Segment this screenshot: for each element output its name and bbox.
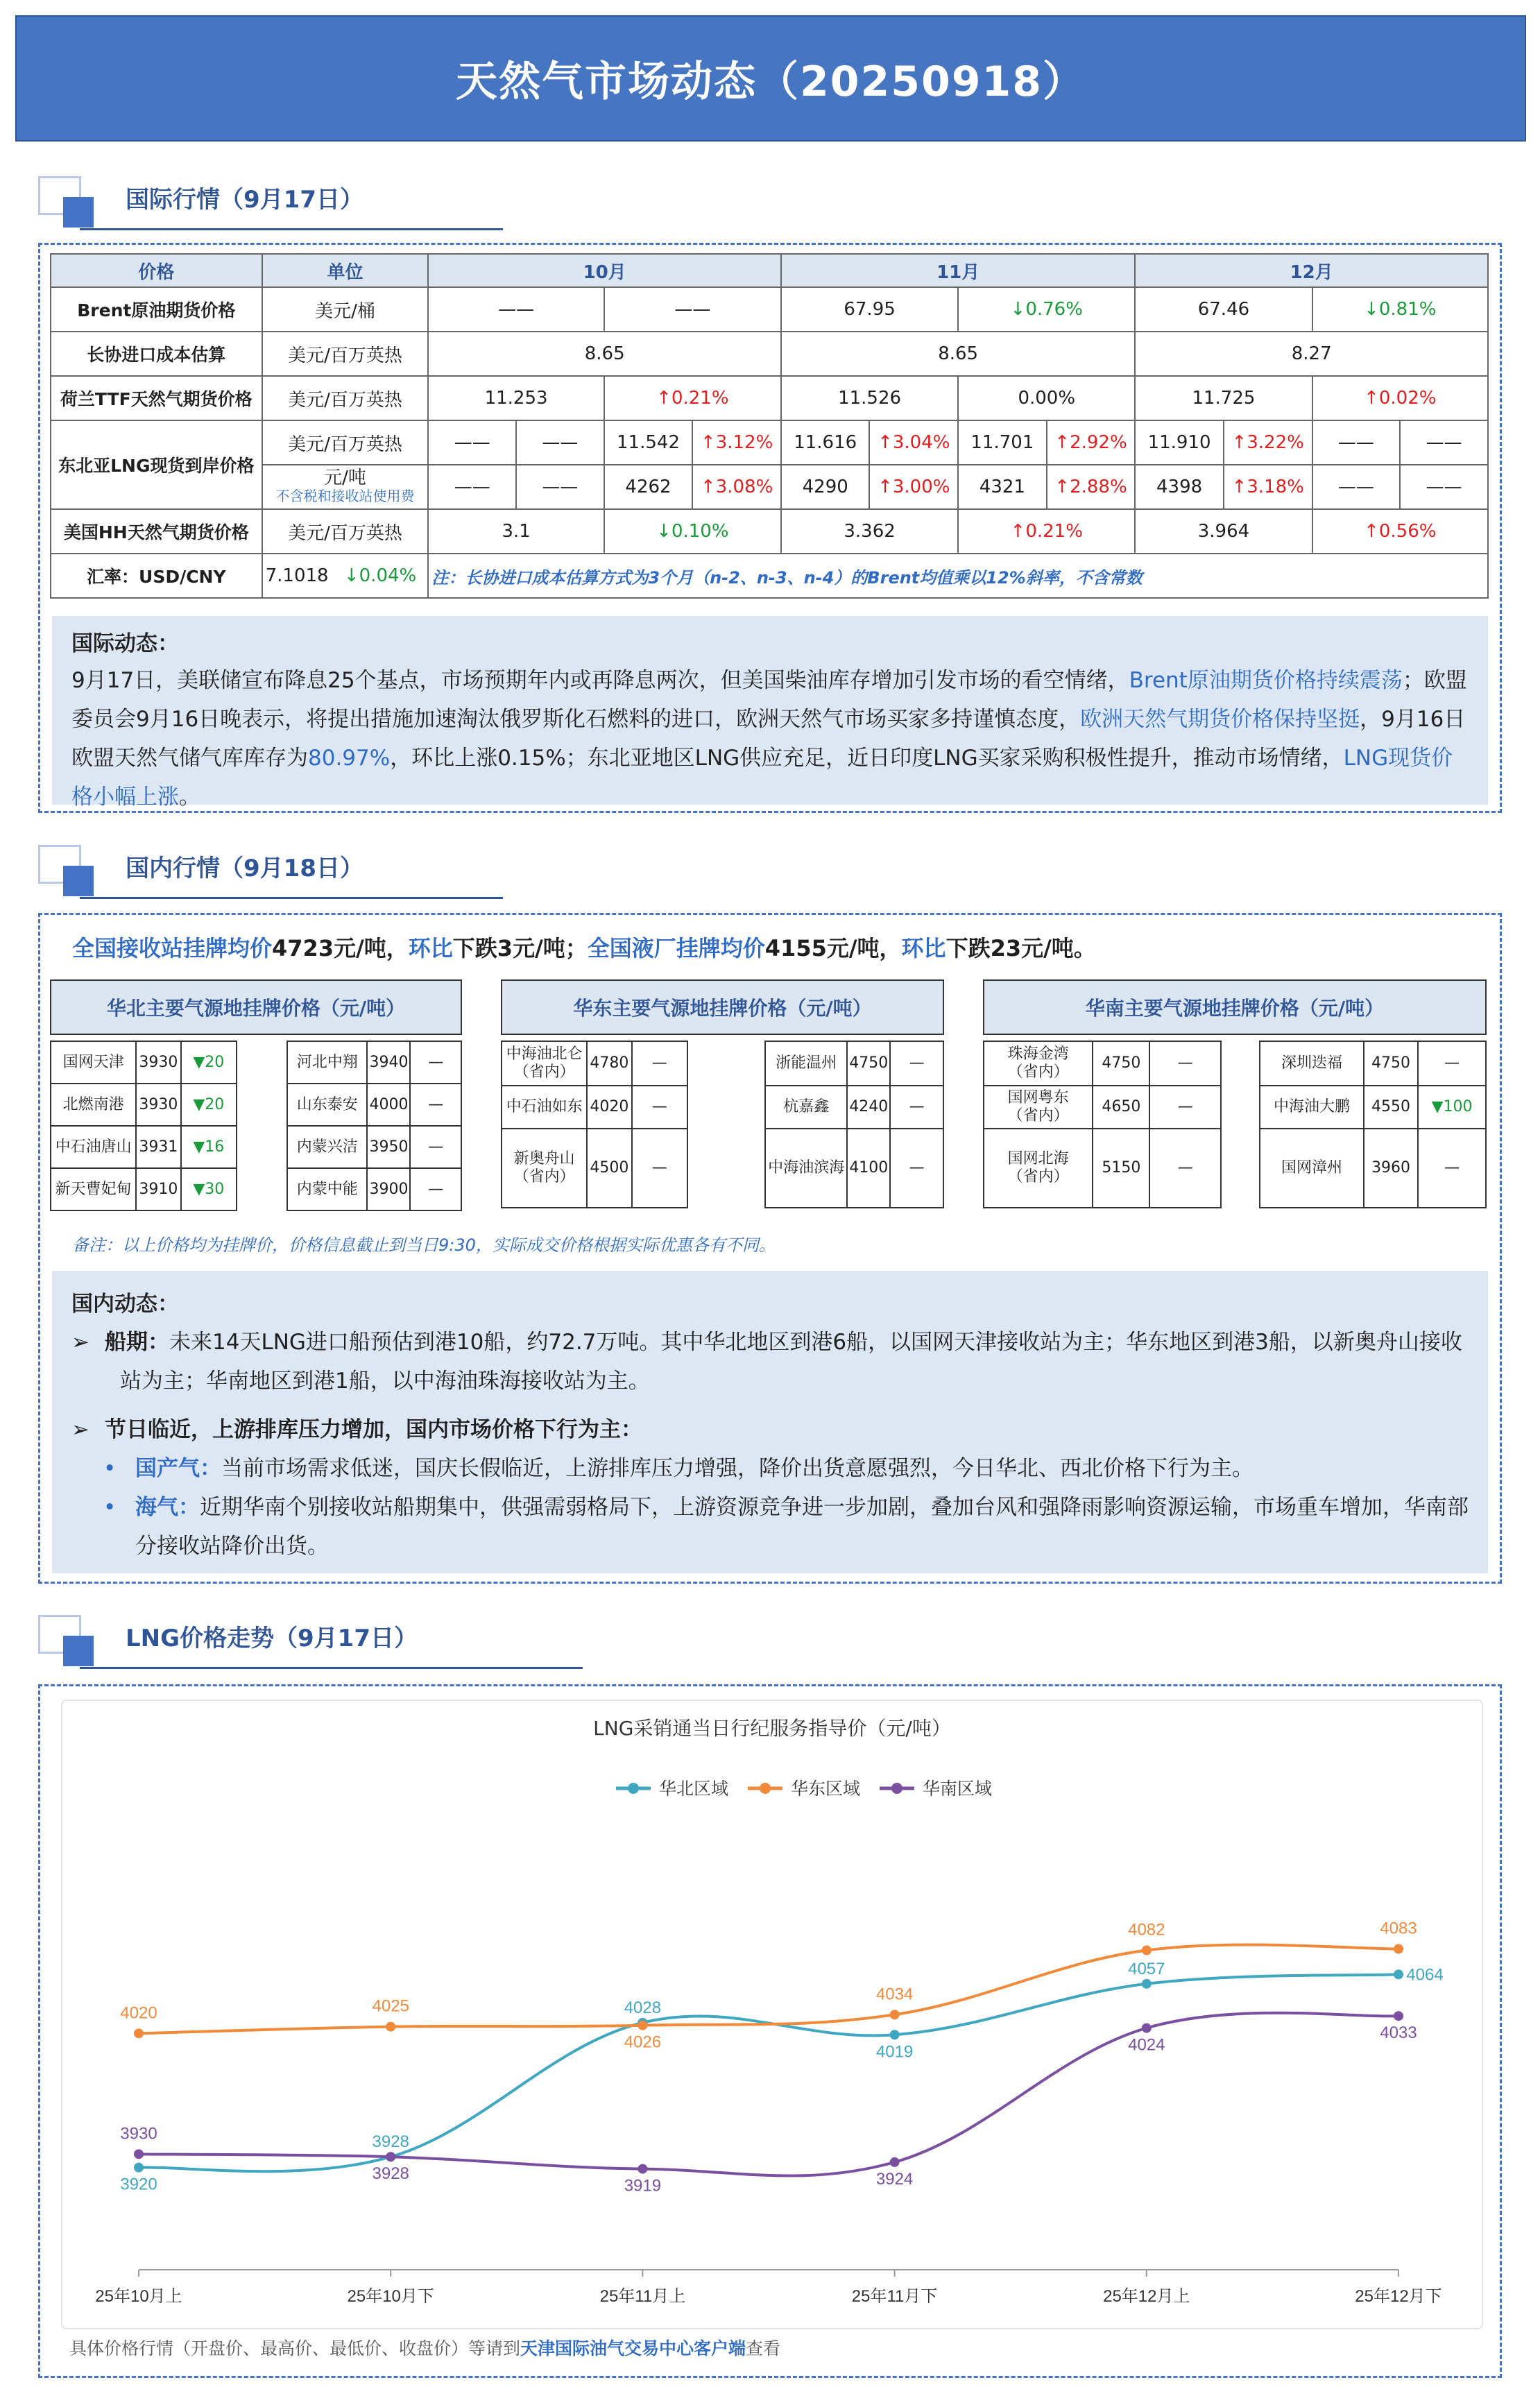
- value-cell: ——: [428, 465, 516, 509]
- summary-text: 环比: [901, 935, 946, 961]
- change-cell: ↑3.04%: [869, 420, 958, 465]
- bullet-label: 船期：: [105, 1330, 169, 1355]
- south-table-left: [983, 1041, 1222, 1208]
- row-label-fx: 汇率：USD/CNY: [51, 554, 262, 598]
- source-price: 4550: [1364, 1086, 1418, 1129]
- row-label-ttf: 荷兰TTF天然气期货价格: [51, 376, 262, 420]
- sea-gas-bullet: [71, 1488, 1469, 1566]
- source-price: 4100: [847, 1129, 890, 1208]
- region-row: [51, 1126, 237, 1168]
- region-row: [502, 1086, 687, 1129]
- data-label: 4057: [1128, 1959, 1165, 1978]
- source-change: —: [1418, 1041, 1486, 1086]
- domestic-gas-bullet: [71, 1449, 1469, 1488]
- news-text: ；欧盟委员会9月16日晚表示，将提出措施加速淘汰俄罗斯化石燃料的进口，欧洲天然气市场买家多持谨慎态度，: [71, 668, 1467, 732]
- data-point: [386, 2152, 395, 2162]
- page-title: 天然气市场动态（20250918）: [15, 15, 1526, 142]
- data-label: 4026: [624, 2032, 662, 2052]
- value-cell: ——: [516, 465, 604, 509]
- source-name: 深圳迭福: [1260, 1041, 1364, 1086]
- legend-marker: [760, 1783, 771, 1794]
- data-label: 4064: [1406, 1965, 1444, 1985]
- source-price: 3910: [136, 1168, 180, 1210]
- x-tick-label: 25年10月下: [347, 2287, 434, 2306]
- section-title-domestic: 国内行情（9月18日）: [126, 855, 363, 882]
- legend-label: 华南区域: [923, 1779, 993, 1799]
- source-price: 3930: [136, 1041, 180, 1084]
- lng-price-chart: [61, 1734, 1483, 2324]
- domestic-summary: [72, 931, 1096, 963]
- news-highlight: 欧洲天然气期货价格保持坚挺: [1080, 707, 1360, 732]
- source-price: 3950: [367, 1126, 410, 1168]
- change-cell: ↑0.56%: [1312, 509, 1488, 554]
- summary-text: 全国液厂挂牌均价: [587, 935, 765, 961]
- legend-marker: [891, 1783, 902, 1794]
- dot-bullet-icon: •: [103, 1495, 117, 1520]
- value-cell: 11.253: [428, 376, 604, 420]
- unit-cell: 美元/百万英热: [262, 376, 429, 420]
- source-change: —: [1418, 1129, 1486, 1208]
- source-price: 5150: [1093, 1129, 1149, 1208]
- change-cell: ↓0.81%: [1312, 287, 1488, 332]
- region-row: [51, 1041, 237, 1084]
- change-cell: ↑2.88%: [1047, 465, 1136, 509]
- source-change: —: [890, 1041, 943, 1086]
- change-cell: ↑0.21%: [604, 376, 781, 420]
- section-header-lng: [38, 1615, 482, 1669]
- value-cell: 3.964: [1135, 509, 1312, 554]
- source-name: 中石油唐山: [51, 1126, 136, 1168]
- market-bullet: [71, 1410, 1469, 1449]
- value-cell: 67.46: [1135, 287, 1312, 332]
- source-change: —: [410, 1126, 461, 1168]
- fx-value: 7.1018: [265, 565, 329, 586]
- intl-news-title: 国际动态：: [71, 631, 179, 656]
- region-row: [502, 1129, 687, 1208]
- legend-label: 华北区域: [659, 1779, 729, 1799]
- value-cell: ——: [1312, 465, 1401, 509]
- source-price: 3940: [367, 1041, 410, 1084]
- value-cell: ——: [428, 287, 604, 332]
- x-tick-label: 25年11月上: [599, 2287, 686, 2306]
- data-point: [134, 2163, 144, 2173]
- client-link[interactable]: 天津国际油气交易中心客户端: [520, 2338, 746, 2359]
- summary-text: 下跌23元/吨。: [946, 935, 1096, 961]
- value-cell: ——: [1400, 420, 1488, 465]
- sub-bullet-label: 海气：: [135, 1495, 200, 1520]
- news-text: ，9月16日欧盟天然气储气库库存为: [71, 707, 1466, 771]
- source-change: —: [632, 1129, 687, 1208]
- unit-note: 不含税和接收站使用费: [275, 488, 415, 504]
- value-cell: ——: [1312, 420, 1401, 465]
- header-price: 价格: [51, 254, 262, 287]
- value-cell: 4262: [604, 465, 692, 509]
- unit-cell: [262, 465, 429, 509]
- change-cell: ↑3.00%: [869, 465, 958, 509]
- region-note: 备注：以上价格均为挂牌价，价格信息截止到当日9:30，实际成交价格根据实际优惠各有不同。: [72, 1235, 776, 1255]
- source-name: 河北中翔: [287, 1041, 367, 1084]
- region-row: [1260, 1041, 1486, 1086]
- south-table-right: [1259, 1041, 1487, 1208]
- data-point: [1394, 2011, 1403, 2021]
- change-cell: ↓0.10%: [604, 509, 781, 554]
- data-point: [134, 2149, 144, 2159]
- region-row: [287, 1041, 461, 1084]
- south-region-title: 华南主要气源地挂牌价格（元/吨）: [983, 979, 1487, 1035]
- source-change: ▼30: [181, 1168, 237, 1210]
- source-name: 新奥舟山 （省内）: [502, 1129, 587, 1208]
- news-highlight: 80.97%: [308, 746, 391, 771]
- value-cell: 3.1: [428, 509, 604, 554]
- data-point: [890, 2010, 900, 2019]
- source-name: 中海油北仑 （省内）: [502, 1041, 587, 1086]
- value-cell: 8.27: [1135, 332, 1488, 376]
- footer-text: 具体价格行情（开盘价、最高价、最低价、收盘价）等请到: [69, 2338, 521, 2359]
- unit-cell: 美元/百万英热: [262, 509, 429, 554]
- source-price: 4020: [587, 1086, 631, 1129]
- data-point: [890, 2030, 900, 2039]
- series-line: [139, 1974, 1398, 2171]
- value-cell: 8.65: [428, 332, 781, 376]
- domestic-news-title: 国内动态：: [71, 1292, 179, 1317]
- region-row: [765, 1086, 943, 1129]
- data-point: [386, 2022, 395, 2032]
- data-label: 4033: [1380, 2023, 1417, 2043]
- data-point: [638, 2021, 647, 2030]
- unit-cny: 元/吨: [324, 468, 366, 488]
- source-name: 山东泰安: [287, 1084, 367, 1126]
- dot-bullet-icon: •: [103, 1456, 117, 1481]
- change-cell: ↑0.02%: [1312, 376, 1488, 420]
- region-row: [287, 1168, 461, 1210]
- source-name: 国网漳州: [1260, 1129, 1364, 1208]
- section-header-domestic: [38, 845, 482, 899]
- x-tick-label: 25年12月上: [1103, 2287, 1190, 2306]
- change-cell: ↓0.76%: [958, 287, 1135, 332]
- arrow-bullet-icon: ➢: [71, 1417, 89, 1442]
- source-price: 3931: [136, 1126, 180, 1168]
- value-cell: 11.725: [1135, 376, 1312, 420]
- news-text: 9月17日，美联储宣布降息25个基点，市场预期年内或再降息两次，但美国柴油库存增加引发市场的看空情绪，: [71, 668, 1129, 693]
- region-row: [765, 1129, 943, 1208]
- source-price: 4500: [587, 1129, 631, 1208]
- source-name: 中海油滨海: [765, 1129, 847, 1208]
- data-label: 4025: [372, 1996, 409, 2016]
- summary-text: 全国接收站挂牌均价: [72, 935, 273, 961]
- row-label-longterm: 长协进口成本估算: [51, 332, 262, 376]
- region-row: [1260, 1086, 1486, 1129]
- unit-cell: 美元/桶: [262, 287, 429, 332]
- data-label: 4034: [875, 1985, 914, 2004]
- data-label: 4024: [1128, 2035, 1165, 2055]
- east-region-title: 华东主要气源地挂牌价格（元/吨）: [501, 979, 944, 1035]
- region-row: [51, 1084, 237, 1126]
- change-cell: ↑2.92%: [1047, 420, 1136, 465]
- data-label: 4019: [875, 2042, 914, 2062]
- region-row: [984, 1041, 1221, 1086]
- fx-cell: [262, 554, 429, 598]
- value-cell: ——: [516, 420, 604, 465]
- intl-news-body: [71, 661, 1469, 816]
- source-change: —: [410, 1084, 461, 1126]
- value-cell: 11.701: [958, 420, 1046, 465]
- value-cell: 4290: [781, 465, 869, 509]
- data-point: [1142, 1979, 1152, 1989]
- source-price: 4650: [1093, 1086, 1149, 1129]
- data-point: [1142, 1945, 1152, 1955]
- region-row: [287, 1084, 461, 1126]
- change-cell: 0.00%: [958, 376, 1135, 420]
- source-change: —: [410, 1168, 461, 1210]
- east-table-left: [501, 1041, 688, 1208]
- source-name: 内蒙中能: [287, 1168, 367, 1210]
- unit-cell: 美元/百万英热: [262, 420, 429, 465]
- source-price: 3900: [367, 1168, 410, 1210]
- change-cell: ↑3.18%: [1224, 465, 1312, 509]
- value-cell: 3.362: [781, 509, 958, 554]
- section-title-intl: 国际行情（9月17日）: [126, 186, 363, 214]
- north-table-left: [50, 1041, 237, 1211]
- x-tick-label: 25年12月下: [1355, 2287, 1442, 2306]
- summary-text: 下跌3元/吨；: [452, 935, 588, 961]
- source-name: 中海油大鹏: [1260, 1086, 1364, 1129]
- source-name: 杭嘉鑫: [765, 1086, 847, 1129]
- row-label-hh: 美国HH天然气期货价格: [51, 509, 262, 554]
- source-name: 内蒙兴洁: [287, 1126, 367, 1168]
- data-point: [638, 2164, 647, 2174]
- x-tick-label: 25年11月下: [851, 2287, 938, 2306]
- fx-note: 注：长协进口成本估算方式为3个月（n-2、n-3、n-4）的Brent均值乘以12%斜率，不含常数: [428, 554, 1488, 598]
- change-cell: ↑3.08%: [692, 465, 781, 509]
- source-change: ▼100: [1418, 1086, 1486, 1129]
- value-cell: 4321: [958, 465, 1046, 509]
- domestic-news-panel: [52, 1271, 1488, 1573]
- source-name: 浙能温州: [765, 1041, 847, 1086]
- section-header-intl: [38, 176, 482, 230]
- sub-bullet-text: 当前市场需求低迷，国庆长假临近，上游排库压力增强，降价出货意愿强烈，今日华北、西北价格下行为主。: [221, 1456, 1254, 1481]
- sub-bullet-text: 近期华南个别接收站船期集中，供强需弱格局下，上游资源竞争进一步加剧，叠加台风和强降雨影响资源运输，市场重车增加，华南部分接收站降价出货。: [135, 1495, 1469, 1559]
- data-point: [890, 2157, 900, 2167]
- data-point: [1394, 1944, 1403, 1954]
- north-region-title: 华北主要气源地挂牌价格（元/吨）: [50, 979, 462, 1035]
- source-change: ▼20: [181, 1041, 237, 1084]
- value-cell: 11.910: [1135, 420, 1223, 465]
- region-row: [287, 1126, 461, 1168]
- source-price: 4750: [1364, 1041, 1418, 1086]
- data-label: 4082: [1128, 1920, 1165, 1940]
- data-label: 3928: [372, 2164, 409, 2184]
- data-point: [1142, 2023, 1152, 2033]
- value-cell: 67.95: [781, 287, 958, 332]
- legend-label: 华东区域: [791, 1779, 861, 1799]
- sub-bullet-label: 国产气：: [135, 1456, 221, 1481]
- series-line: [139, 2013, 1398, 2176]
- arrow-bullet-icon: ➢: [71, 1330, 89, 1355]
- row-label-asia-lng: 东北亚LNG现货到岸价格: [51, 420, 262, 509]
- intl-news-panel: [52, 616, 1488, 810]
- legend-marker: [628, 1783, 639, 1794]
- header-dec: 12月: [1135, 254, 1488, 287]
- source-name: 国网天津: [51, 1041, 136, 1084]
- change-cell: ↑3.12%: [692, 420, 781, 465]
- news-highlight: Brent原油期货价格持续震荡: [1129, 668, 1403, 693]
- value-cell: 11.616: [781, 420, 869, 465]
- news-text: 。: [179, 785, 200, 810]
- source-change: ▼20: [181, 1084, 237, 1126]
- data-label: 3924: [875, 2169, 914, 2189]
- x-tick-label: 25年10月上: [95, 2287, 182, 2306]
- change-cell: ↑0.21%: [958, 509, 1135, 554]
- source-change: —: [890, 1086, 943, 1129]
- region-row: [51, 1168, 237, 1210]
- source-price: 4750: [847, 1041, 890, 1086]
- region-row: [765, 1041, 943, 1086]
- value-cell: 8.65: [781, 332, 1135, 376]
- source-name: 北燃南港: [51, 1084, 136, 1126]
- value-cell: 4398: [1135, 465, 1223, 509]
- north-table-right: [286, 1041, 462, 1211]
- value-cell: ——: [604, 287, 781, 332]
- data-label: 3919: [624, 2176, 662, 2196]
- header-oct: 10月: [428, 254, 781, 287]
- summary-text: 4723元/吨，: [272, 935, 409, 961]
- east-table-right: [764, 1041, 944, 1208]
- summary-text: 环比: [408, 935, 453, 961]
- bullet-text: 未来14天LNG进口船预估到港10船，约72.7万吨。其中华北地区到港6船，以国网天津接收站为主；华东地区到港3船，以新奥舟山接收站为主；华南地区到港1船，以中海油珠海接收站为主。: [120, 1330, 1462, 1394]
- data-label: 4028: [624, 1998, 662, 2017]
- summary-text: 4155元/吨，: [764, 935, 902, 961]
- source-change: —: [632, 1041, 687, 1086]
- news-highlight: LNG现货价格小幅上涨: [71, 746, 1453, 810]
- intl-price-table: [50, 253, 1489, 599]
- source-price: 3930: [136, 1084, 180, 1126]
- shipping-bullet: [71, 1323, 1469, 1401]
- data-label: 4020: [120, 2003, 157, 2023]
- footer-note: [69, 2335, 780, 2360]
- chart-title: LNG采销通当日行纪服务指导价（元/吨）: [593, 1717, 951, 1740]
- source-name: 中石油如东: [502, 1086, 587, 1129]
- source-price: 4750: [1093, 1041, 1149, 1086]
- series-line: [139, 1944, 1398, 2033]
- unit-cell: 美元/百万英热: [262, 332, 429, 376]
- source-change: ▼16: [181, 1126, 237, 1168]
- region-row: [984, 1086, 1221, 1129]
- source-change: —: [632, 1086, 687, 1129]
- region-row: [502, 1041, 687, 1086]
- source-change: —: [1149, 1086, 1221, 1129]
- data-point: [1394, 1969, 1403, 1979]
- data-label: 3928: [372, 2132, 409, 2152]
- data-label: 4083: [1380, 1919, 1417, 1938]
- data-label: 3930: [120, 2124, 157, 2143]
- value-cell: ——: [428, 420, 516, 465]
- bullet-label: 节日临近，上游排库压力增加，国内市场价格下行为主：: [105, 1417, 642, 1442]
- value-cell: 11.542: [604, 420, 692, 465]
- data-point: [134, 2028, 144, 2038]
- change-cell: ↑3.22%: [1224, 420, 1312, 465]
- source-name: 珠海金湾 （省内）: [984, 1041, 1093, 1086]
- source-price: 4780: [587, 1041, 631, 1086]
- footer-text: 查看: [746, 2338, 781, 2359]
- source-change: —: [1149, 1041, 1221, 1086]
- header-nov: 11月: [781, 254, 1135, 287]
- source-name: 国网北海 （省内）: [984, 1129, 1093, 1208]
- region-row: [1260, 1129, 1486, 1208]
- source-price: 4240: [847, 1086, 890, 1129]
- row-label-brent: Brent原油期货价格: [51, 287, 262, 332]
- source-name: 国网粤东 （省内）: [984, 1086, 1093, 1129]
- source-price: 4000: [367, 1084, 410, 1126]
- news-text: ，环比上涨0.15%；东北亚地区LNG供应充足，近日印度LNG买家采购积极性提升，推动市场情绪，: [390, 746, 1344, 771]
- value-cell: ——: [1400, 465, 1488, 509]
- source-name: 新天曹妃甸: [51, 1168, 136, 1210]
- source-change: —: [890, 1129, 943, 1208]
- region-row: [984, 1129, 1221, 1208]
- data-label: 3920: [120, 2175, 157, 2194]
- source-change: —: [410, 1041, 461, 1084]
- value-cell: 11.526: [781, 376, 958, 420]
- source-change: —: [1149, 1129, 1221, 1208]
- section-title-lng: LNG价格走势（9月17日）: [126, 1625, 418, 1652]
- source-price: 3960: [1364, 1129, 1418, 1208]
- fx-change: ↓0.04%: [343, 565, 417, 586]
- header-unit: 单位: [262, 254, 429, 287]
